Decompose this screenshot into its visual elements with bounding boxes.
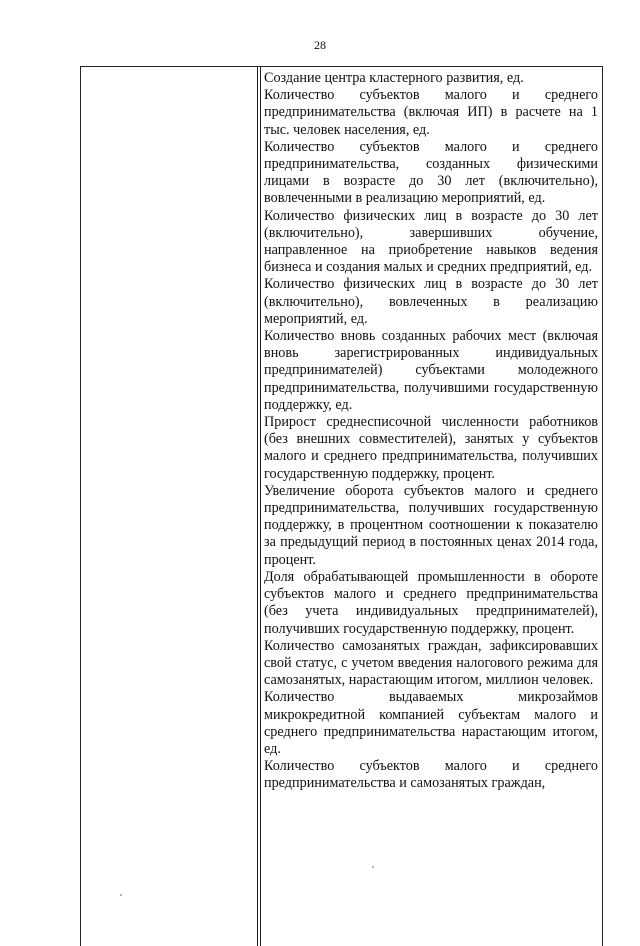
scan-speck <box>120 894 122 896</box>
indicator-item: Количество физических лиц в возрасте до 30 лет (включительно), вовлеченных в реализацию мероприятий, ед. <box>264 276 598 327</box>
indicator-item: Количество субъектов малого и среднего предпринимательства, созданных физическими лицами в возрасте до 30 лет (включительно), вовлеченными в реализацию мероприятий, ед. <box>264 138 598 207</box>
indicator-item: Увеличение оборота субъектов малого и среднего предпринимательства, получивших государственную поддержку, в процентном соотношении к показателю за предыдущий период в постоянных ценах 2014 года, процент. <box>264 482 598 568</box>
indicator-item: Доля обрабатывающей промышленности в обороте субъектов малого и среднего предпринимательства (без учета индивидуальных предпринимателей), получивших государственную поддержку, процент. <box>264 568 598 637</box>
scan-speck <box>372 866 374 868</box>
page-number: 28 <box>314 38 326 52</box>
indicator-list <box>264 70 598 793</box>
indicator-item: Создание центра кластерного развития, ед. <box>264 70 524 86</box>
indicator-item: Прирост среднесписочной численности работников (без внешних совместителей), занятых у субъектов малого и среднего предпринимательства, получивших государственную поддержку, процент. <box>264 414 598 482</box>
indicator-item: Количество физических лиц в возрасте до 30 лет (включительно), завершивших обучение, направленное на приобретение навыков ведения бизнеса и создания малых и средних предприятий, ед. <box>264 207 598 276</box>
indicator-item: Количество самозанятых граждан, зафиксировавших свой статус, с учетом введения налогового режима для самозанятых, нарастающим итогом, миллион человек. <box>264 637 598 689</box>
indicator-item: Количество выдаваемых микрозаймов микрокредитной компанией субъектам малого и среднего предпринимательства нарастающим итогом, ед. <box>264 689 598 757</box>
indicator-item: Количество вновь созданных рабочих мест (включая вновь зарегистрированных индивидуальных предпринимателей) субъектами молодежного предпринимательства, получившими государственную поддержку, ед. <box>264 328 598 413</box>
column-divider <box>257 66 258 946</box>
column-divider-inner <box>260 66 261 946</box>
indicator-item: Количество субъектов малого и среднего предпринимательства и самозанятых граждан, <box>264 758 598 792</box>
indicator-item: Количество субъектов малого и среднего предпринимательства (включая ИП) в расчете на 1 тыс. человек населения, ед. <box>264 87 598 138</box>
